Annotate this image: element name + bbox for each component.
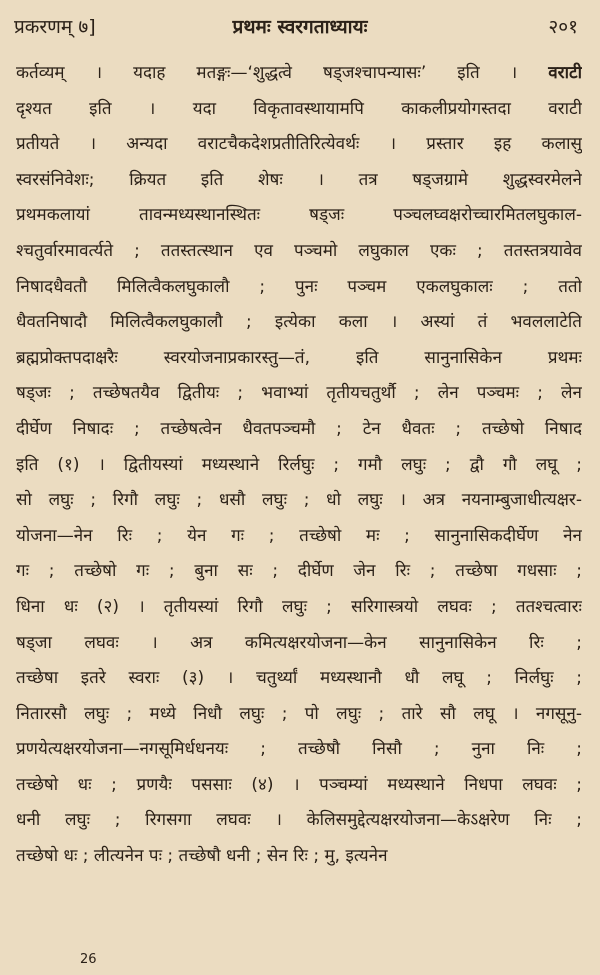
text-line: षड्जः ; तच्छेषतयैव द्वितीयः ; भवाभ्यां तृतीयचतुर्थौ ; लेन पञ्चमः ; लेन <box>16 383 582 404</box>
text-line: इति (१) । द्वितीयस्यां मध्यस्थाने रिर्लघुः ; गमौ लघुः ; द्वौ गौ लघू ; <box>16 454 582 475</box>
text-line: धैवतनिषादौ मिलित्वैकलघुकालौ ; इत्येका कला । अस्यां तं भवललाटेति <box>16 312 582 333</box>
page-number: २०१ <box>548 16 578 38</box>
text-line: कर्तव्यम् । यदाह मतङ्गः—‘शुद्धत्वे षड्जश्चापन्यासः’ इति । वराटी <box>16 63 582 83</box>
text-line: निषादधैवतौ मिलित्वैकलघुकालौ ; पुनः पञ्चम एकलघुकालः ; ततो <box>16 276 582 297</box>
text-line: प्रणयेत्यक्षरयोजना—नगसूमिर्धधनयः ; तच्छेषौ निसौ ; नुना निः ; <box>16 739 582 760</box>
text-line: ब्रह्मप्रोक्तपदाक्षरैः स्वरयोजनाप्रकारस्तु—तं, इति सानुनासिकेन प्रथमः <box>16 347 582 368</box>
text-line: प्रथमकलायां तावन्मध्यस्थानस्थितः षड्जः पञ्चलघ्वक्षरोच्चारमितलघुकाल- <box>16 205 582 226</box>
text-line: नितारसौ लघुः ; मध्ये निधौ लघुः ; पो लघुः ; तारे सौ लघू । नगसूनु- <box>16 703 582 724</box>
text-line: दृश्यत इति । यदा विकृतावस्थायामपि काकलीप्रयोगस्तदा वराटी <box>16 98 582 119</box>
text-line: तच्छेषो धः ; लीत्यनेन पः ; तच्छेषौ धनी ; सेन रिः ; मु, इत्यनेन <box>16 846 388 867</box>
text-line: धिना धः (२) । तृतीयस्यां रिगौ लघुः ; सरिगास्त्रयो लघवः ; ततश्चत्वारः <box>16 596 582 617</box>
text-line: गः ; तच्छेषो गः ; बुना सः ; दीर्घेण जेन रिः ; तच्छेषा गधसाः ; <box>16 561 582 582</box>
text-line: तच्छेषो धः ; प्रणयैः पससाः (४) । पञ्चम्यां मध्यस्थाने निधपा लघवः ; <box>16 774 582 795</box>
bold-term: वराटी <box>548 63 582 83</box>
text-line: प्रतीयते । अन्यदा वराटचैकदेशप्रतीतिरित्येवर्थः । प्रस्तार इह कलासु <box>16 134 582 155</box>
text-line: तच्छेषा इतरे स्वराः (३) । चतुर्थ्यां मध्यस्थानौ धौ लघू ; निर्लघुः ; <box>16 668 582 689</box>
text-line: षड्जा लघवः । अत्र कमित्यक्षरयोजना—केन सानुनासिकेन रिः ; <box>16 632 582 653</box>
body-text <box>16 56 582 875</box>
text-line: दीर्घेण निषादः ; तच्छेषत्वेन धैवतपञ्चमौ ; टेन धैवतः ; तच्छेषो निषाद <box>16 418 582 439</box>
text-line: श्चतुर्वारमावर्त्यते ; ततस्तत्स्थान एव पञ्चमो लघुकाल एकः ; ततस्तत्रयावेव <box>16 240 582 261</box>
text-line: योजना—नेन रिः ; येन गः ; तच्छेषो मः ; सानुनासिकदीर्घेण नेन <box>16 525 582 546</box>
text-line: सो लघुः ; रिगौ लघुः ; धसौ लघुः ; धो लघुः । अत्र नयनाम्बुजाधीत्यक्षर- <box>16 490 582 511</box>
chapter-label: प्रकरणम् ७] <box>14 16 96 38</box>
folio-number: 26 <box>80 952 97 967</box>
page-header <box>14 10 586 44</box>
running-title: प्रथमः स्वरगताध्यायः <box>232 16 368 38</box>
text-line: स्वरसंनिवेशः; क्रियत इति शेषः । तत्र षड्जग्रामे शुद्धस्वरमेलने <box>16 169 582 190</box>
text-line: धनी लघुः ; रिगसगा लघवः । केलिसमुद्देत्यक्षरयोजना—केऽक्षरेण निः ; <box>16 810 582 831</box>
